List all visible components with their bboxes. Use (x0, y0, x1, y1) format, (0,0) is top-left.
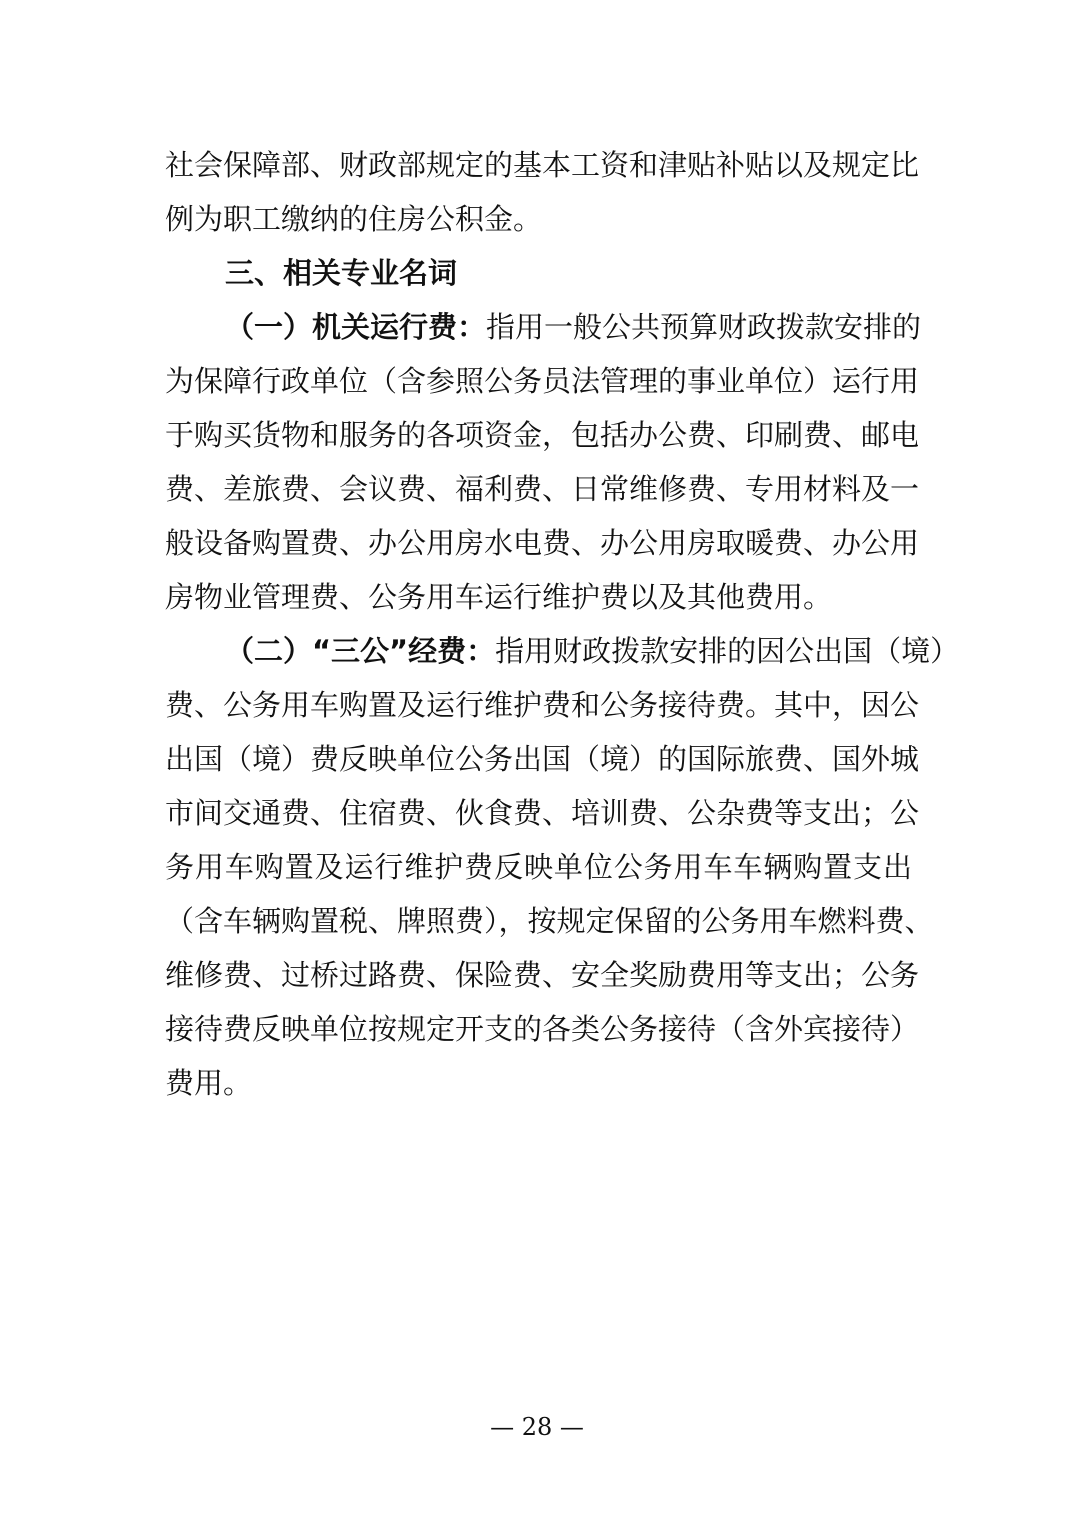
body-text-line: 般设备购置费、办公用房水电费、办公用房取暖费、办公用 (165, 526, 920, 560)
term-definition-line (225, 300, 922, 354)
body-text-line: 费、差旅费、会议费、福利费、日常维修费、专用材料及一 (165, 472, 920, 506)
term-label: （一）机关运行费： (225, 310, 487, 344)
body-text-line: 为保障行政单位（含参照公务员法管理的事业单位）运行用 (165, 364, 920, 398)
body-text-line: 费、公务用车购置及运行维护费和公务接待费。其中，因公 (165, 688, 920, 722)
body-text-line: （含车辆购置税、牌照费），按规定保留的公务用车燃料费、 (165, 904, 934, 938)
body-text-line: 例为职工缴纳的住房公积金。 (165, 202, 543, 236)
page-number: — 28 — (490, 1413, 584, 1441)
term-definition-line (225, 624, 960, 678)
body-text-line: 市间交通费、住宿费、伙食费、培训费、公杂费等支出；公 (165, 796, 920, 830)
body-text-line: 务用车购置及运行维护费反映单位公务用车车辆购置支出 (165, 850, 912, 884)
term-label: （二）“三公”经费： (225, 634, 496, 668)
term-text: 指用一般公共预算财政拨款安排的 (486, 310, 922, 344)
body-text-line: 出国（境）费反映单位公务出国（境）的国际旅费、国外城 (165, 742, 920, 776)
body-text-line: 费用。 (165, 1066, 253, 1100)
body-text-line: 维修费、过桥过路费、保险费、安全奖励费用等支出；公务 (165, 958, 920, 992)
body-text-line: 接待费反映单位按规定开支的各类公务接待（含外宾接待） (165, 1012, 920, 1046)
body-text-line: 房物业管理费、公务用车运行维护费以及其他费用。 (165, 580, 833, 614)
body-text-line: 社会保障部、财政部规定的基本工资和津贴补贴以及规定比 (165, 148, 920, 182)
body-text-line: 于购买货物和服务的各项资金，包括办公费、印刷费、邮电 (165, 418, 920, 452)
section-heading: 三、相关专业名词 (225, 256, 458, 290)
term-text: 指用财政拨款安排的因公出国（境） (495, 634, 960, 668)
